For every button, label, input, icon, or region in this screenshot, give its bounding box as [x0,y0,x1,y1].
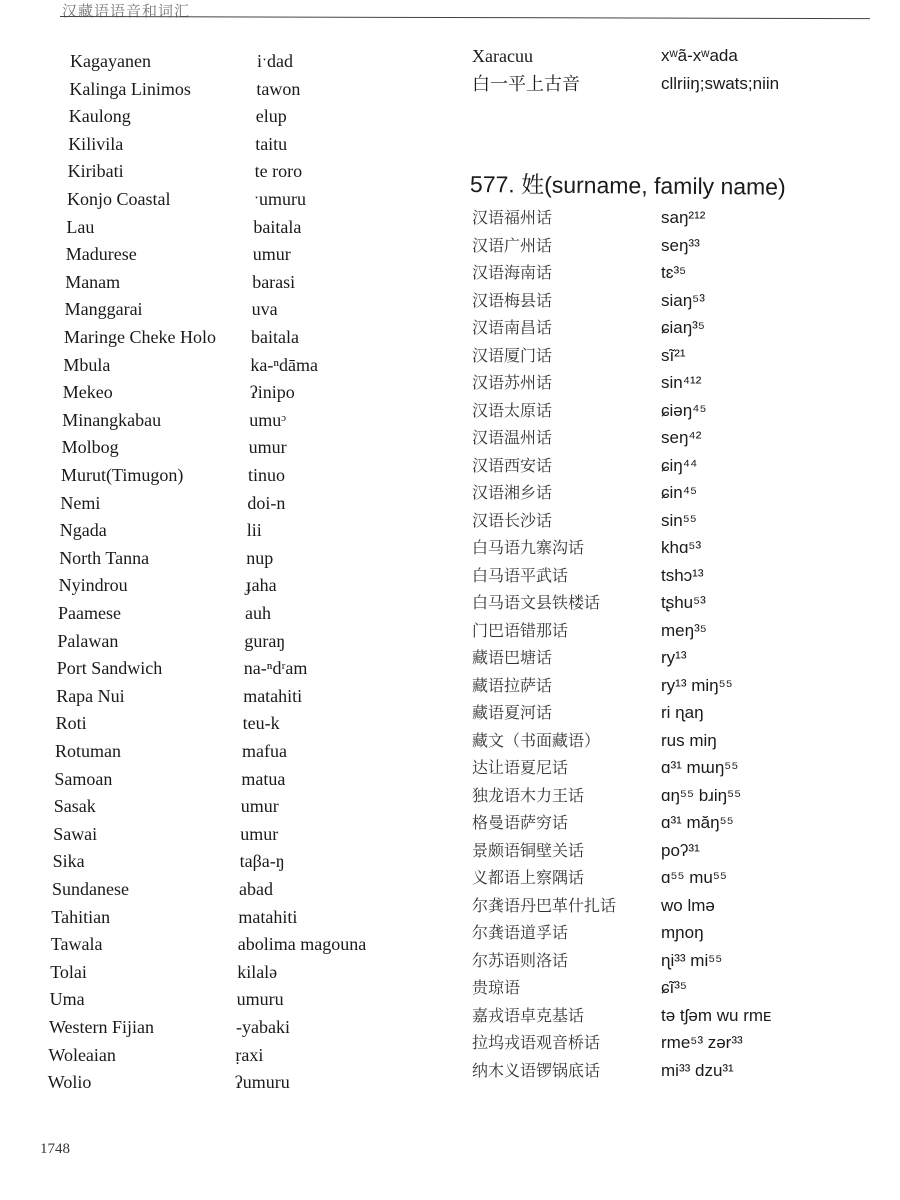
entry-form: ka-ⁿdāma [250,354,319,375]
entry-language: Madurese [65,244,137,265]
entry-form: ṛaxi [235,1044,264,1065]
page-number: 1748 [40,1141,70,1157]
entry-language: Xaracuu [472,46,533,66]
entry-form: guraŋ [244,630,286,651]
entry-form: umuᵓ [249,409,286,430]
entry-form: taβa-ŋ [239,851,285,872]
section-number: 577. [469,171,515,198]
entry-language: Sundanese [52,879,129,899]
entry-form: iˑdad [257,51,293,71]
entry-language: Mekeo [62,382,113,403]
entry-language: 独龙语木力王话 [472,785,585,805]
entry-form: abolima magouna [237,934,367,955]
entry-form: na-ⁿdʳam [243,658,308,679]
entry-form: nup [246,547,274,568]
entry-form: ɕiəŋ⁴⁵ [661,400,707,420]
entry-language: Rapa Nui [56,685,125,706]
entry-language: 达让语夏尼话 [472,758,569,777]
entry-form: tɛ³⁵ [661,263,687,282]
entry-language: Western Fijian [49,1017,155,1037]
entry-language: 汉语长沙话 [472,510,553,530]
entry-language: Kagayanen [70,51,151,71]
entry-form: auh [245,603,271,623]
entry-language: Minangkabau [62,409,162,430]
entry-language: 汉语福州话 [472,208,553,227]
entry-form: elup [255,106,287,127]
entry-form: ɑ³¹ măŋ⁵⁵ [661,813,734,832]
entry-language: Molbog [61,437,119,458]
entry-language: Sika [52,851,85,872]
entry-form: tʂhu⁵³ [661,593,706,612]
entry-form: saŋ²¹² [661,208,706,227]
entry-language: 汉语湘乡话 [472,483,553,502]
entry-form: baitala [251,327,299,347]
section-heading [470,166,786,202]
entry-language: Sawai [53,823,98,844]
entry-language: 白一平上古音 [472,73,580,94]
entry-language: Tolai [50,961,87,982]
entry-form: ɕĩ³⁵ [661,978,687,997]
entry-form: sin⁵⁵ [661,510,697,530]
entry-language: 汉语西安话 [472,455,553,475]
entry-form: khɑ⁵³ [661,538,702,557]
entry-form: umur [240,796,279,817]
entry-language: 汉语苏州话 [472,373,553,392]
entry-form: kilalə [237,961,278,982]
entry-form: lii [246,520,262,541]
entry-language: Woleaian [48,1044,116,1065]
entry-language: 嘉戎语卓克基话 [472,1005,585,1025]
entry-form: tinuo [248,465,286,485]
entry-form: umur [252,244,291,265]
entry-form: tə tʃəm wu rmᴇ [661,1005,772,1025]
entry-form: tawon [256,78,301,99]
entry-form: ɑ⁵⁵ mu⁵⁵ [661,868,727,887]
entry-language: 尔苏语则洛话 [472,950,569,970]
entry-language: 格曼语萨穷话 [472,813,569,832]
entry-form: ɳi³³ mi⁵⁵ [661,950,723,970]
entry-form: taitu [255,133,288,154]
entry-language: Wolio [47,1072,92,1093]
entry-language: 汉语梅县话 [472,290,553,310]
entry-language: Kiribati [67,161,124,182]
entry-language: 汉语温州话 [472,428,553,447]
entry-form: abad [239,879,273,899]
entry-language: Uma [49,989,85,1010]
entry-form: umuru [236,989,284,1010]
entry-form: mɲoŋ [661,923,704,942]
entry-form: baitala [253,216,302,237]
entry-language: Konjo Coastal [67,189,171,209]
entry-language: 纳木义语锣锅底话 [472,1060,601,1080]
entry-form: xʷã-xʷada [661,46,738,65]
entry-language: 藏语夏河话 [472,703,553,722]
entry-language: Port Sandwich [56,658,163,679]
entry-language: 门巴语错那话 [472,620,569,640]
entry-form: doi-n [247,492,286,513]
entry-form: ɕiaŋ³⁵ [661,318,705,337]
entry-form: ry¹³ miŋ⁵⁵ [661,675,733,695]
entry-language: 白马语文县铁楼话 [472,593,601,612]
entry-language: 藏文（书面藏语） [472,730,601,750]
entry-language: 汉语广州话 [472,235,553,255]
entry-language: 汉语南昌话 [472,318,553,337]
entry-form: umur [240,823,279,844]
entry-language: Kaulong [68,106,131,127]
entry-language: 汉语海南话 [472,263,553,282]
entry-language: 尔龚语道孚话 [472,923,569,942]
entry-form: umur [248,437,287,458]
entry-form: ʔinipo [249,382,295,403]
entry-language: Nemi [60,492,101,513]
entry-form: sin⁴¹² [661,373,702,392]
entry-language: Tahitian [51,906,111,927]
entry-form: poʔ³¹ [661,840,700,860]
entry-form: matua [241,768,286,789]
entry-form: rme⁵³ zər³³ [661,1033,743,1052]
entry-language: Tawala [50,934,103,955]
entry-form: rus miŋ [661,730,717,750]
entry-language: Nyindrou [58,575,128,596]
entry-language: Sasak [53,796,96,817]
entry-form: meŋ³⁵ [661,620,707,640]
entry-form: ri ɳaŋ [661,703,704,722]
entry-form: te roro [254,161,303,182]
entry-form: mafua [242,741,287,761]
entry-form: matahiti [243,685,303,706]
entry-form: cllriiŋ;swats;niin [661,73,780,93]
entry-language: 义都语上察隅话 [472,868,585,887]
entry-form: mi³³ dzu³¹ [661,1060,734,1080]
entry-form: ry¹³ [661,648,687,667]
entry-language: Manam [65,271,121,292]
entry-language: 汉语厦门话 [472,345,553,365]
running-header-title: 汉藏语语音和词汇 [62,2,191,20]
entry-language: 白马语平武话 [472,565,569,585]
entry-form: ɕiŋ⁴⁴ [661,455,698,475]
entry-language: Roti [55,713,87,734]
entry-form: barasi [252,271,296,292]
entry-language: Ngada [59,520,107,541]
entry-form: uva [251,299,278,320]
entry-form: wo lmə [661,895,715,915]
entry-language: Palawan [57,630,119,651]
entry-form: ʔumuru [234,1072,290,1093]
entry-form: seŋ⁴² [661,428,702,447]
entry-form: seŋ³³ [661,235,700,255]
entry-language: North Tanna [59,547,150,568]
entry-language: Mbula [63,354,111,375]
section-title: 姓(surname, family name) [521,171,786,200]
entry-form: ɑŋ⁵⁵ bɹiŋ⁵⁵ [661,785,742,805]
entry-language: 贵琼语 [472,978,521,997]
entry-form: -yabaki [236,1017,290,1037]
entry-language: Kalinga Linimos [69,78,191,99]
entry-language: Kilivila [68,133,124,154]
entry-form: sĩ²¹ [661,345,686,365]
entry-language: 尔龚语丹巴革什扎话 [472,895,617,915]
entry-language: 景颇语铜壁关话 [472,840,585,860]
entry-language: Maringe Cheke Holo [64,327,216,347]
entry-form: ˑumuru [254,189,306,209]
entry-language: 拉坞戎语观音桥话 [472,1033,601,1052]
entry-language: 汉语太原话 [472,400,553,420]
entry-language: 藏语巴塘话 [472,648,553,667]
entry-language: Manggarai [64,299,143,320]
entry-language: Rotuman [55,741,121,761]
entry-form: teu-k [242,713,280,734]
entry-language: Paamese [58,603,121,623]
entry-form: ɟaha [245,575,277,596]
entry-language: Murut(Timugon) [61,465,184,485]
entry-form: siaŋ⁵³ [661,290,705,310]
entry-form: ɑ³¹ mɯŋ⁵⁵ [661,758,739,777]
entry-language: 白马语九寨沟话 [472,538,585,557]
entry-form: ɕin⁴⁵ [661,483,698,502]
entry-language: Samoan [54,768,113,789]
entry-form: tshɔ¹³ [661,565,704,585]
entry-form: matahiti [238,906,298,927]
entry-language: 藏语拉萨话 [472,675,553,695]
entry-language: Lau [66,216,95,237]
